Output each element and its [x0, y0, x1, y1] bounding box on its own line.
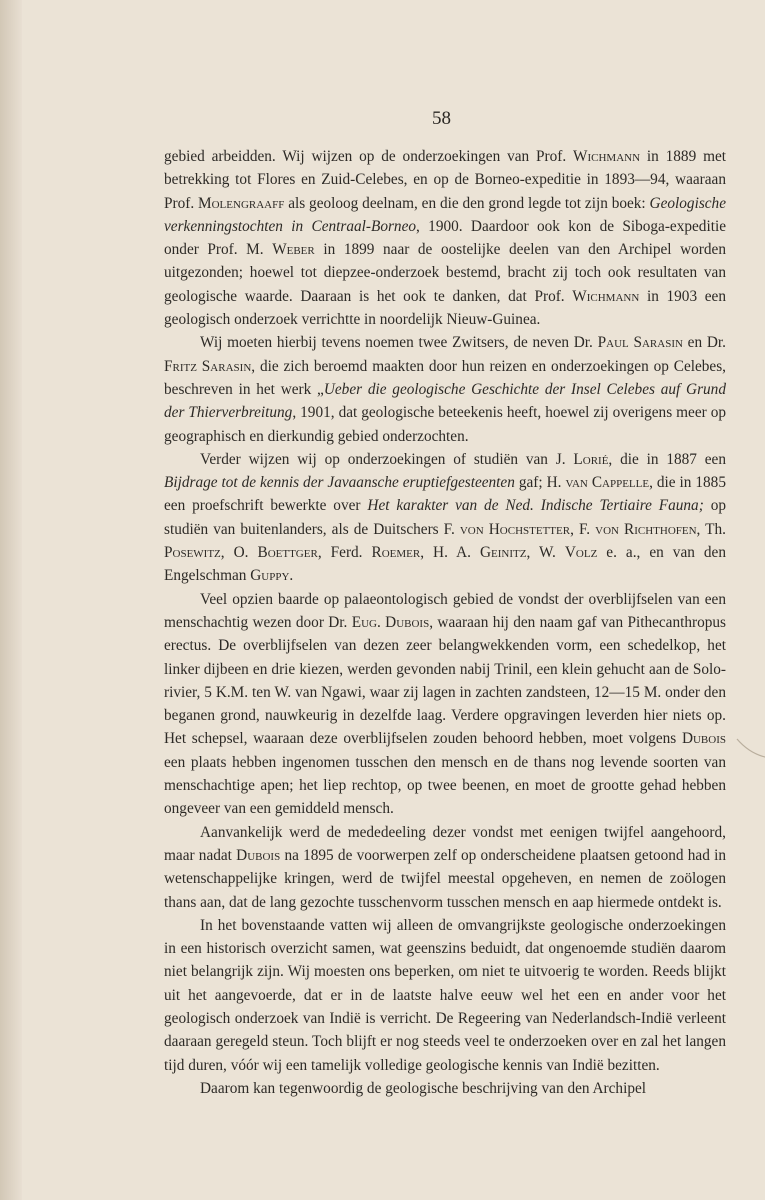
text-run: Verder wijzen wij op onderzoekingen of studiën van J.: [200, 450, 574, 468]
small-caps-name: von Hochstetter: [459, 520, 571, 538]
text-run: , W.: [526, 544, 565, 562]
paragraph-p6: [164, 914, 726, 1077]
text-run: in 1889 met betrekking tot Flores en Zuid-Celebes, en op de Borneo-expeditie in 1893—94, waaraan Prof.: [164, 148, 727, 212]
small-caps-name: van Cappelle: [565, 474, 650, 492]
small-caps-name: von Richthofen: [595, 520, 697, 538]
small-caps-name: Dubois: [681, 730, 726, 748]
paragraph-p7: [164, 1077, 726, 1100]
small-caps-name: Geinitz: [479, 544, 527, 562]
text-run: Daarom kan tegenwoordig de geologische beschrijving van den Archipel: [200, 1079, 647, 1097]
small-caps-name: Posewitz: [164, 544, 221, 562]
small-caps-name: Roemer: [371, 544, 421, 562]
small-caps-name: Fritz Sarasin: [164, 357, 252, 375]
text-run: e. a., en van den Engelschman: [164, 544, 726, 585]
text-run: gebied arbeidden. Wij wijzen op de onderzoekingen van Prof.: [164, 148, 574, 165]
italic-title: Bijdrage tot de kennis der Javaansche eruptiefgesteenten: [164, 474, 515, 492]
text-run: in 1903 een geologisch onderzoek verrichtte in noordelijk Nieuw-Guinea.: [164, 287, 726, 329]
italic-title: Geologische verkenningstochten in Centraal-Borneo: [164, 194, 726, 235]
text-run: , 1900. Daardoor ook kon de Siboga-expeditie onder Prof. M.: [164, 217, 726, 259]
text-run: Aanvankelijk werd de mededeeling dezer vondst met eenigen twijfel aangehoord, maar nadat: [164, 823, 726, 864]
text-run: in 1899 naar de oostelijke deelen van den Archipel worden uitgezonden; hoewel tot diepzee-onderzoek bestemd, bracht zij toch ook resultaten van geologische waarde. Daaraan is het ook te danken, dat Prof.: [164, 241, 726, 305]
page-fold-mark: [735, 735, 765, 765]
small-caps-name: Lorié: [573, 450, 609, 468]
paragraph-p1: [164, 145, 726, 331]
italic-title: Ueber die geologische Geschichte der Insel Celebes auf Grund der Thierverbreitung: [164, 380, 726, 422]
page-number: 58: [432, 108, 451, 129]
small-caps-name: Guppy: [250, 567, 290, 585]
small-caps-name: Boettger: [257, 544, 318, 562]
small-caps-name: Wichmann: [573, 148, 641, 165]
small-caps-name: Paul Sarasin: [597, 334, 683, 352]
text-run: Wij moeten hierbij tevens noemen twee Zwitsers, de neven Dr.: [200, 334, 598, 352]
italic-title: Het karakter van de Ned. Indische Tertiaire Fauna;: [367, 497, 704, 515]
small-caps-name: Volz: [564, 544, 598, 562]
text-run: , die zich beroemd maakten door hun reizen en onderzoekingen op Celebes, beschreven in het werk „: [164, 357, 726, 398]
paragraph-p2: [164, 331, 726, 447]
paragraph-p4: [164, 588, 726, 821]
paragraph-p3: [164, 448, 726, 588]
body-text: [164, 145, 726, 1100]
text-run: , Th.: [696, 520, 726, 538]
text-run: , 1901, dat geologische beteekenis heeft, hoewel zij overigens meer op geographisch en dierkundig gebied onderzochten.: [164, 404, 726, 445]
text-run: als geoloog deelnam, en die den grond legde tot zijn boek:: [284, 194, 650, 212]
small-caps-name: Weber: [272, 241, 315, 259]
text-run: , F.: [570, 520, 596, 538]
text-run: , waaraan hij den naam gaf van Pithecanthropus erectus. De overblijfselen van dezen zeer belangwekkenden vorm, een schedelkop, het linker dijbeen en drie kiezen, werden gevonden nabij Trinil, een klein gehucht aan de Solo-rivier, 5 K.M. ten W. van Ngawi, waar zij lagen in zachten zandsteen, 12—15 M. onder den beganen grond, nauwkeurig in dezelfde laag. Verdere opgravingen leverden hier niets op. Het schepsel, waaraan deze overblijfselen zouden behoord hebben, moet volgens: [164, 613, 727, 748]
small-caps-name: Eug. Dubois: [351, 613, 430, 631]
text-run: gaf; H.: [514, 474, 566, 492]
text-run: op studiën van buitenlanders, als de Duitschers F.: [164, 497, 726, 538]
text-run: Veel opzien baarde op palaeontologisch gebied de vondst der overblijfselen van een menschachtig wezen door Dr.: [164, 590, 726, 631]
text-run: en Dr.: [682, 334, 726, 352]
text-run: , H. A.: [420, 544, 480, 562]
text-run: .: [289, 567, 294, 585]
text-run: een plaats hebben ingenomen tusschen den mensch en de thans nog levende soorten van menschachtige apen; het liep rechtop, op twee beenen, en moet de grootte gehad hebben ongeveer van een gemiddeld mensch.: [164, 753, 726, 818]
text-run: , Ferd.: [317, 544, 372, 562]
text-run: , O.: [220, 544, 258, 562]
small-caps-name: Molengraaff: [198, 194, 285, 212]
text-run: na 1895 de voorwerpen zelf op onderscheidene plaatsen getoond had in wetenschappelijke kringen, werd de twijfel meestal opgeheven, en nemen de zoölogen thans aan, dat de lang gezochte tusschenvorm tusschen mensch en aap hiermede ontdekt is.: [164, 846, 726, 911]
text-run: , die in 1887 een: [608, 450, 726, 468]
text-run: , die in 1885 een proefschrift bewerkte over: [164, 474, 726, 515]
small-caps-name: Dubois: [236, 846, 281, 864]
small-caps-name: Wichmann: [572, 287, 640, 305]
binding-shadow: [0, 0, 22, 1200]
text-run: In het bovenstaande vatten wij alleen de omvangrijkste geologische onderzoekingen in een historisch overzicht samen, wat geenszins beduidt, dat ongenoemde studiën daarom niet belangrijk zijn. Wij moesten ons beperken, om niet te uitvoerig te worden. Reeds blijkt uit het aangevoerde, dat er in de laatste halve eeuw wel het een en ander voor het geologisch onderzoek van Indië is verricht. De Regeering van Nederlandsch-Indië verleent daaraan geregeld steun. Toch blijft er nog steeds veel te onderzoeken over en zal het langen tijd duren, vóór wij een tamelijk volledige geologische kennis van Indië bezitten.: [164, 916, 726, 1074]
paragraph-p5: [164, 821, 726, 914]
